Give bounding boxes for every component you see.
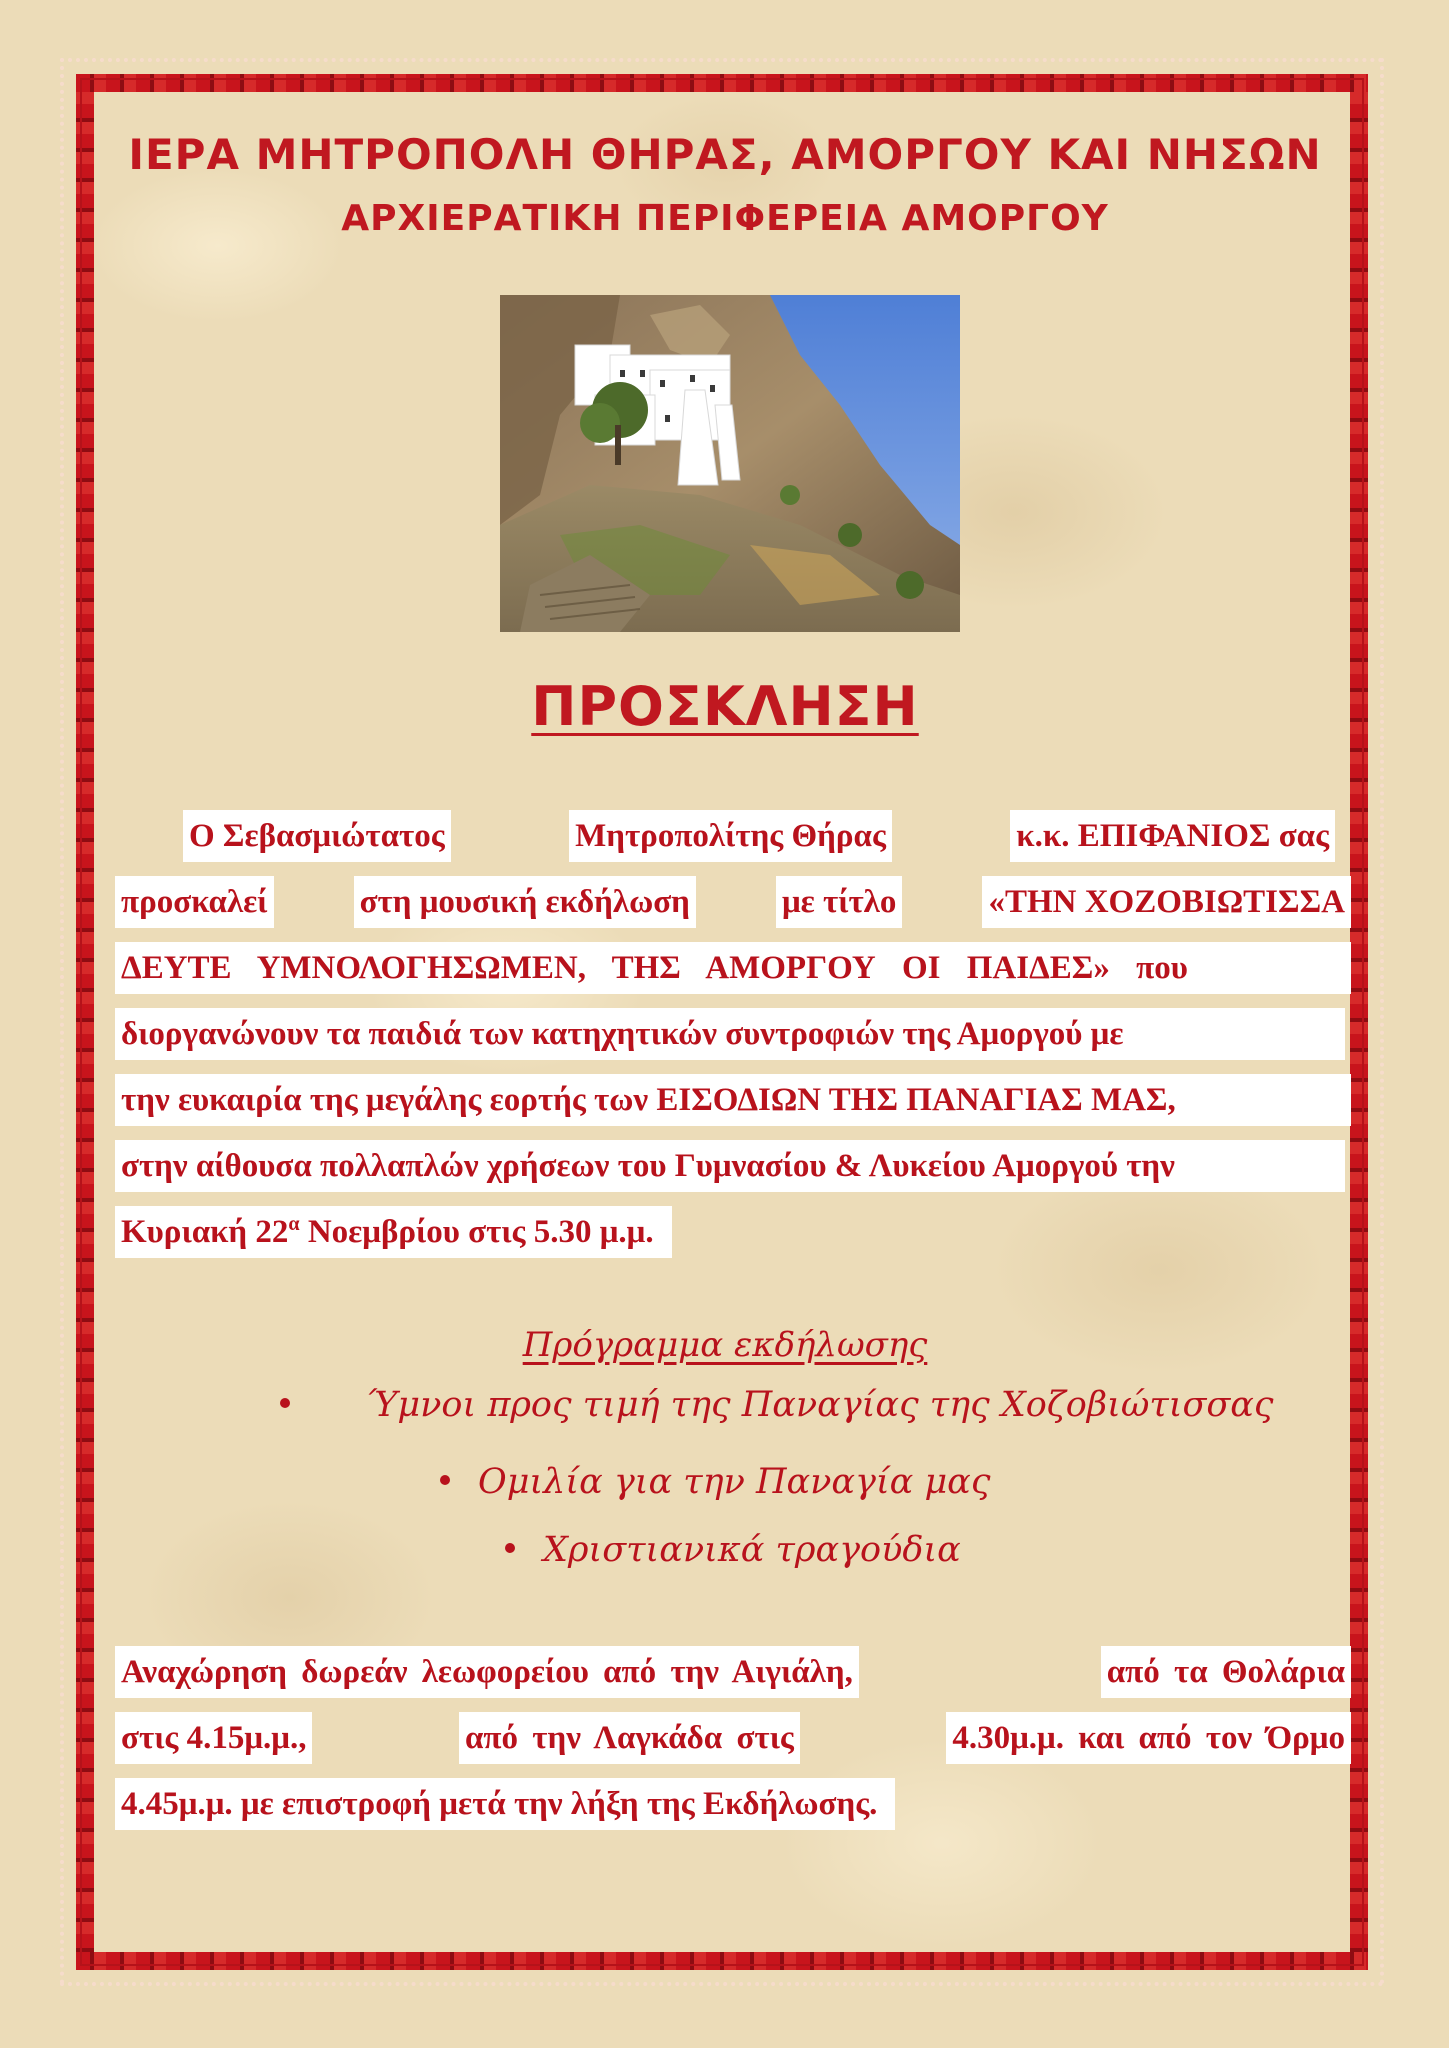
program-item (440, 1462, 990, 1502)
text-fragment: προσκαλεί (115, 876, 274, 928)
text-fragment: στις 4.15μ.μ., (115, 1712, 312, 1764)
text-fragment: από την Λαγκάδα στις (459, 1712, 800, 1764)
text-fragment: από τα Θολάρια (1101, 1646, 1351, 1698)
event-date-day: Κυριακή 22 (121, 1214, 289, 1250)
text-fragment: διοργανώνουν τα παιδιά των κατηχητικών συντροφιών της Αμοργού με (115, 1008, 1345, 1060)
transport-text-line-3 (115, 1778, 895, 1830)
text-fragment: την ευκαιρία της μεγάλης εορτής των ΕΙΣΟΔΙΩΝ ΤΗΣ ΠΑΝΑΓΙΑΣ ΜΑΣ, (115, 1074, 1351, 1126)
transport-text-line-1 (115, 1646, 1351, 1698)
text-fragment: Μητροπολίτης Θήρας (569, 810, 892, 862)
text-fragment: 4.30μ.μ. και από τον Όρμο (946, 1712, 1351, 1764)
metropolis-title: ΙΕΡΑ ΜΗΤΡΟΠΟΛΗ ΘΗΡΑΣ, ΑΜΟΡΓΟΥ ΚΑΙ ΝΗΣΩΝ (128, 130, 1322, 179)
bullet-icon (505, 1543, 515, 1553)
invitation-text-line-6 (115, 1140, 1345, 1192)
text-fragment: κ.κ. ΕΠΙΦΑΝΙΟΣ σας (1010, 810, 1335, 862)
bullet-icon (280, 1398, 290, 1408)
transport-text-line-2 (115, 1712, 1351, 1764)
invitation-text-line-3 (115, 942, 1351, 994)
program-item (505, 1530, 961, 1570)
text-fragment: Αναχώρηση δωρεάν λεωφορείου από την Αιγιάλη, (115, 1646, 859, 1698)
invitation-date-line (115, 1206, 672, 1258)
program-item-text: Ύμνοι προς τιμή της Παναγίας της Χοζοβιώτισσας (366, 1385, 1274, 1425)
program-item-text: Ομιλία για την Παναγία μας (478, 1462, 991, 1502)
invitation-text-line-2 (115, 876, 1351, 928)
invitation-text-line-1 (115, 810, 1335, 862)
event-date-time: Νοεμβρίου στις 5.30 μ.μ. (299, 1214, 654, 1250)
text-fragment: στην αίθουσα πολλαπλών χρήσεων του Γυμνασίου & Λυκείου Αμοργού την (115, 1140, 1345, 1192)
program-item (280, 1385, 1274, 1425)
text-fragment: Ο Σεβασμιώτατος (183, 810, 451, 862)
text-fragment: «ΤΗΝ ΧΟΖΟΒΙΩΤΙΣΣΑ (982, 876, 1351, 928)
text-fragment: με τίτλο (776, 876, 902, 928)
bullet-icon (440, 1475, 450, 1485)
invitation-text-line-5 (115, 1074, 1351, 1126)
text-fragment: στη μουσική εκδήλωση (354, 876, 696, 928)
invitation-title: ΠΡΟΣΚΛΗΣΗ (531, 675, 919, 738)
text-fragment: 4.45μ.μ. με επιστροφή μετά την λήξη της Εκδήλωσης. (115, 1778, 895, 1830)
invitation-text-line-4 (115, 1008, 1345, 1060)
program-item-text: Χριστιανικά τραγούδια (543, 1530, 961, 1570)
program-title: Πρόγραμμα εκδήλωσης (522, 1325, 928, 1365)
event-date (115, 1206, 672, 1258)
monastery-cliff-photo (500, 295, 960, 632)
text-fragment: ΔΕΥΤΕ ΥΜΝΟΛΟΓΗΣΩΜΕΝ, ΤΗΣ ΑΜΟΡΓΟΥ ΟΙ ΠΑΙΔΕΣ» που (115, 942, 1351, 994)
diocese-subtitle: ΑΡΧΙΕΡΑΤΙΚΗ ΠΕΡΙΦΕΡΕΙΑ ΑΜΟΡΓΟΥ (341, 198, 1109, 239)
event-date-ordinal: α (288, 1213, 300, 1235)
